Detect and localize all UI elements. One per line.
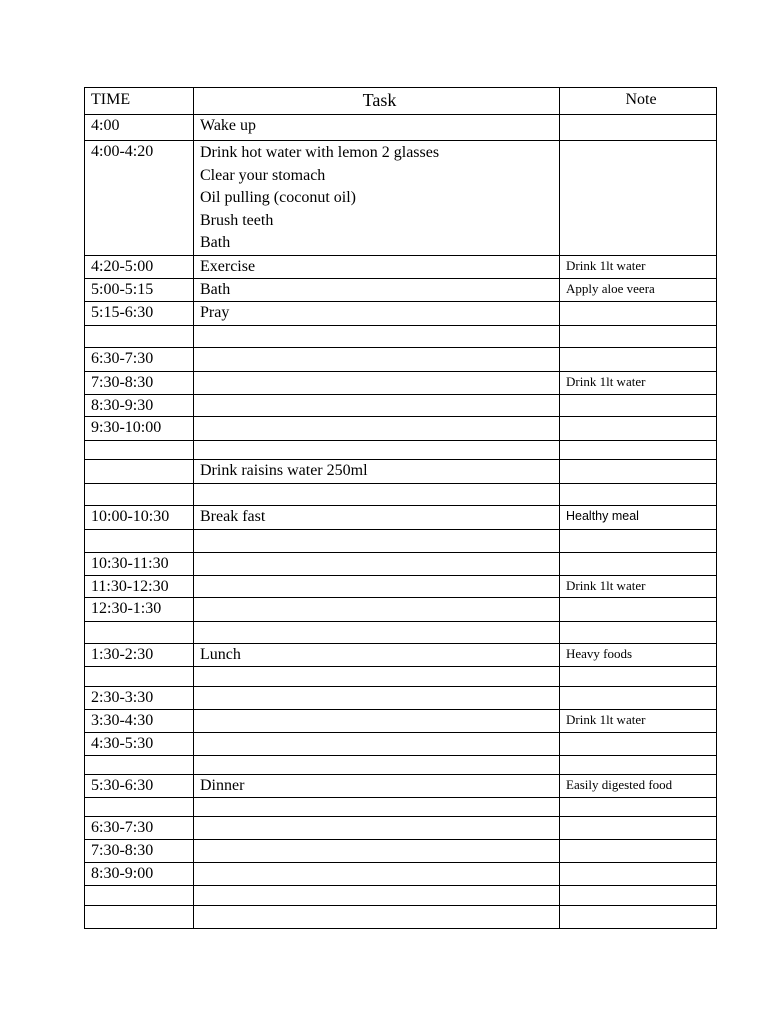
task-cell: [194, 552, 560, 575]
header-time: TIME: [85, 88, 194, 115]
task-cell: [194, 255, 560, 278]
task-line: Bath: [200, 234, 231, 251]
table-row: [85, 885, 717, 905]
table-row: [85, 347, 717, 371]
table-row: [85, 732, 717, 755]
task-cell: [194, 686, 560, 709]
table-row: [85, 552, 717, 575]
header-row: [85, 88, 717, 115]
task-cell: [194, 774, 560, 797]
table-row: [85, 709, 717, 732]
time-cell: [85, 459, 194, 483]
time-cell: 4:20-5:00: [85, 255, 194, 278]
time-cell: [85, 621, 194, 643]
task-cell: [194, 709, 560, 732]
time-cell: [85, 440, 194, 459]
task-line: Lunch: [200, 645, 241, 663]
table-row: [85, 325, 717, 347]
note-cell: [560, 732, 717, 755]
task-cell: [194, 459, 560, 483]
note-cell: [560, 301, 717, 325]
task-line: Pray: [200, 303, 230, 321]
time-cell: 3:30-4:30: [85, 709, 194, 732]
time-cell: 6:30-7:30: [85, 347, 194, 371]
schedule-table: [84, 87, 717, 929]
note-cell: Drink 1lt water: [560, 255, 717, 278]
task-cell: [194, 325, 560, 347]
note-cell: [560, 816, 717, 839]
task-cell: [194, 483, 560, 505]
note-cell: [560, 839, 717, 862]
note-cell: Heavy foods: [560, 643, 717, 666]
time-cell: 4:00: [85, 115, 194, 141]
task-cell: [194, 575, 560, 597]
task-cell: [194, 905, 560, 928]
header-note: Note: [560, 88, 717, 115]
note-cell: [560, 529, 717, 552]
note-cell: [560, 115, 717, 141]
task-cell: [194, 301, 560, 325]
time-cell: [85, 483, 194, 505]
time-cell: [85, 529, 194, 552]
table-row: [85, 597, 717, 621]
task-cell: [194, 862, 560, 885]
task-cell: [194, 141, 560, 256]
time-cell: 8:30-9:00: [85, 862, 194, 885]
task-cell: [194, 621, 560, 643]
time-cell: 4:00-4:20: [85, 141, 194, 256]
task-cell: [194, 643, 560, 666]
task-cell: [194, 797, 560, 816]
table-row: [85, 621, 717, 643]
time-cell: 1:30-2:30: [85, 643, 194, 666]
table-row: [85, 575, 717, 597]
time-cell: 5:00-5:15: [85, 278, 194, 301]
task-line: Bath: [200, 280, 231, 298]
time-cell: [85, 885, 194, 905]
table-row: [85, 440, 717, 459]
table-row: [85, 371, 717, 394]
time-cell: [85, 797, 194, 816]
table-row: [85, 141, 717, 256]
note-cell: [560, 905, 717, 928]
note-cell: [560, 416, 717, 440]
time-cell: 5:30-6:30: [85, 774, 194, 797]
task-line: Drink hot water with lemon 2 glasses: [200, 144, 440, 161]
time-cell: [85, 666, 194, 686]
task-cell: [194, 394, 560, 416]
task-line: Wake up: [200, 117, 257, 134]
task-cell: [194, 755, 560, 774]
time-cell: 10:30-11:30: [85, 552, 194, 575]
time-cell: 7:30-8:30: [85, 371, 194, 394]
table-row: [85, 666, 717, 686]
note-cell: [560, 797, 717, 816]
table-row: [85, 483, 717, 505]
task-cell: [194, 666, 560, 686]
task-cell: [194, 440, 560, 459]
time-cell: 9:30-10:00: [85, 416, 194, 440]
task-cell: [194, 115, 560, 141]
task-cell: [194, 416, 560, 440]
task-line: Clear your stomach: [200, 166, 326, 184]
table-row: [85, 115, 717, 141]
table-row: [85, 529, 717, 552]
task-cell: [194, 505, 560, 529]
note-cell: Drink 1lt water: [560, 575, 717, 597]
time-cell: 10:00-10:30: [85, 505, 194, 529]
note-cell: Healthy meal: [560, 505, 717, 529]
note-cell: [560, 459, 717, 483]
note-cell: [560, 885, 717, 905]
table-row: [85, 459, 717, 483]
time-cell: 6:30-7:30: [85, 816, 194, 839]
task-cell: [194, 839, 560, 862]
table-row: [85, 774, 717, 797]
table-row: [85, 643, 717, 666]
table-row: [85, 686, 717, 709]
task-cell: [194, 732, 560, 755]
note-cell: [560, 862, 717, 885]
table-row: [85, 505, 717, 529]
note-cell: [560, 440, 717, 459]
task-cell: [194, 597, 560, 621]
table-row: [85, 278, 717, 301]
table-row: [85, 394, 717, 416]
note-cell: [560, 621, 717, 643]
table-row: [85, 905, 717, 928]
table-row: [85, 797, 717, 816]
table-row: [85, 862, 717, 885]
task-line: Dinner: [200, 776, 245, 794]
table-row: [85, 301, 717, 325]
time-cell: 12:30-1:30: [85, 597, 194, 621]
task-cell: [194, 278, 560, 301]
task-line: Break fast: [200, 507, 266, 525]
table-row: [85, 416, 717, 440]
note-cell: Drink 1lt water: [560, 371, 717, 394]
table-row: [85, 255, 717, 278]
note-cell: [560, 755, 717, 774]
note-cell: [560, 325, 717, 347]
note-cell: [560, 552, 717, 575]
note-cell: [560, 666, 717, 686]
task-line: Oil pulling (coconut oil): [200, 189, 356, 206]
task-cell: [194, 347, 560, 371]
time-cell: [85, 325, 194, 347]
note-cell: [560, 686, 717, 709]
table-row: [85, 839, 717, 862]
task-cell: [194, 371, 560, 394]
header-task: Task: [194, 88, 560, 115]
time-cell: 2:30-3:30: [85, 686, 194, 709]
note-cell: [560, 597, 717, 621]
note-cell: Drink 1lt water: [560, 709, 717, 732]
time-cell: 7:30-8:30: [85, 839, 194, 862]
task-line: Brush teeth: [200, 211, 274, 229]
task-line: Drink raisins water 250ml: [200, 461, 368, 479]
task-line: Exercise: [200, 257, 256, 275]
time-cell: 8:30-9:30: [85, 394, 194, 416]
note-cell: Apply aloe veera: [560, 278, 717, 301]
note-cell: [560, 347, 717, 371]
time-cell: [85, 755, 194, 774]
schedule-body: [85, 115, 717, 929]
note-cell: [560, 141, 717, 256]
time-cell: 5:15-6:30: [85, 301, 194, 325]
time-cell: 4:30-5:30: [85, 732, 194, 755]
task-cell: [194, 529, 560, 552]
note-cell: [560, 483, 717, 505]
table-row: [85, 816, 717, 839]
note-cell: [560, 394, 717, 416]
schedule-sheet: [84, 87, 717, 929]
time-cell: [85, 905, 194, 928]
table-row: [85, 755, 717, 774]
task-cell: [194, 816, 560, 839]
note-cell: Easily digested food: [560, 774, 717, 797]
task-cell: [194, 885, 560, 905]
time-cell: 11:30-12:30: [85, 575, 194, 597]
